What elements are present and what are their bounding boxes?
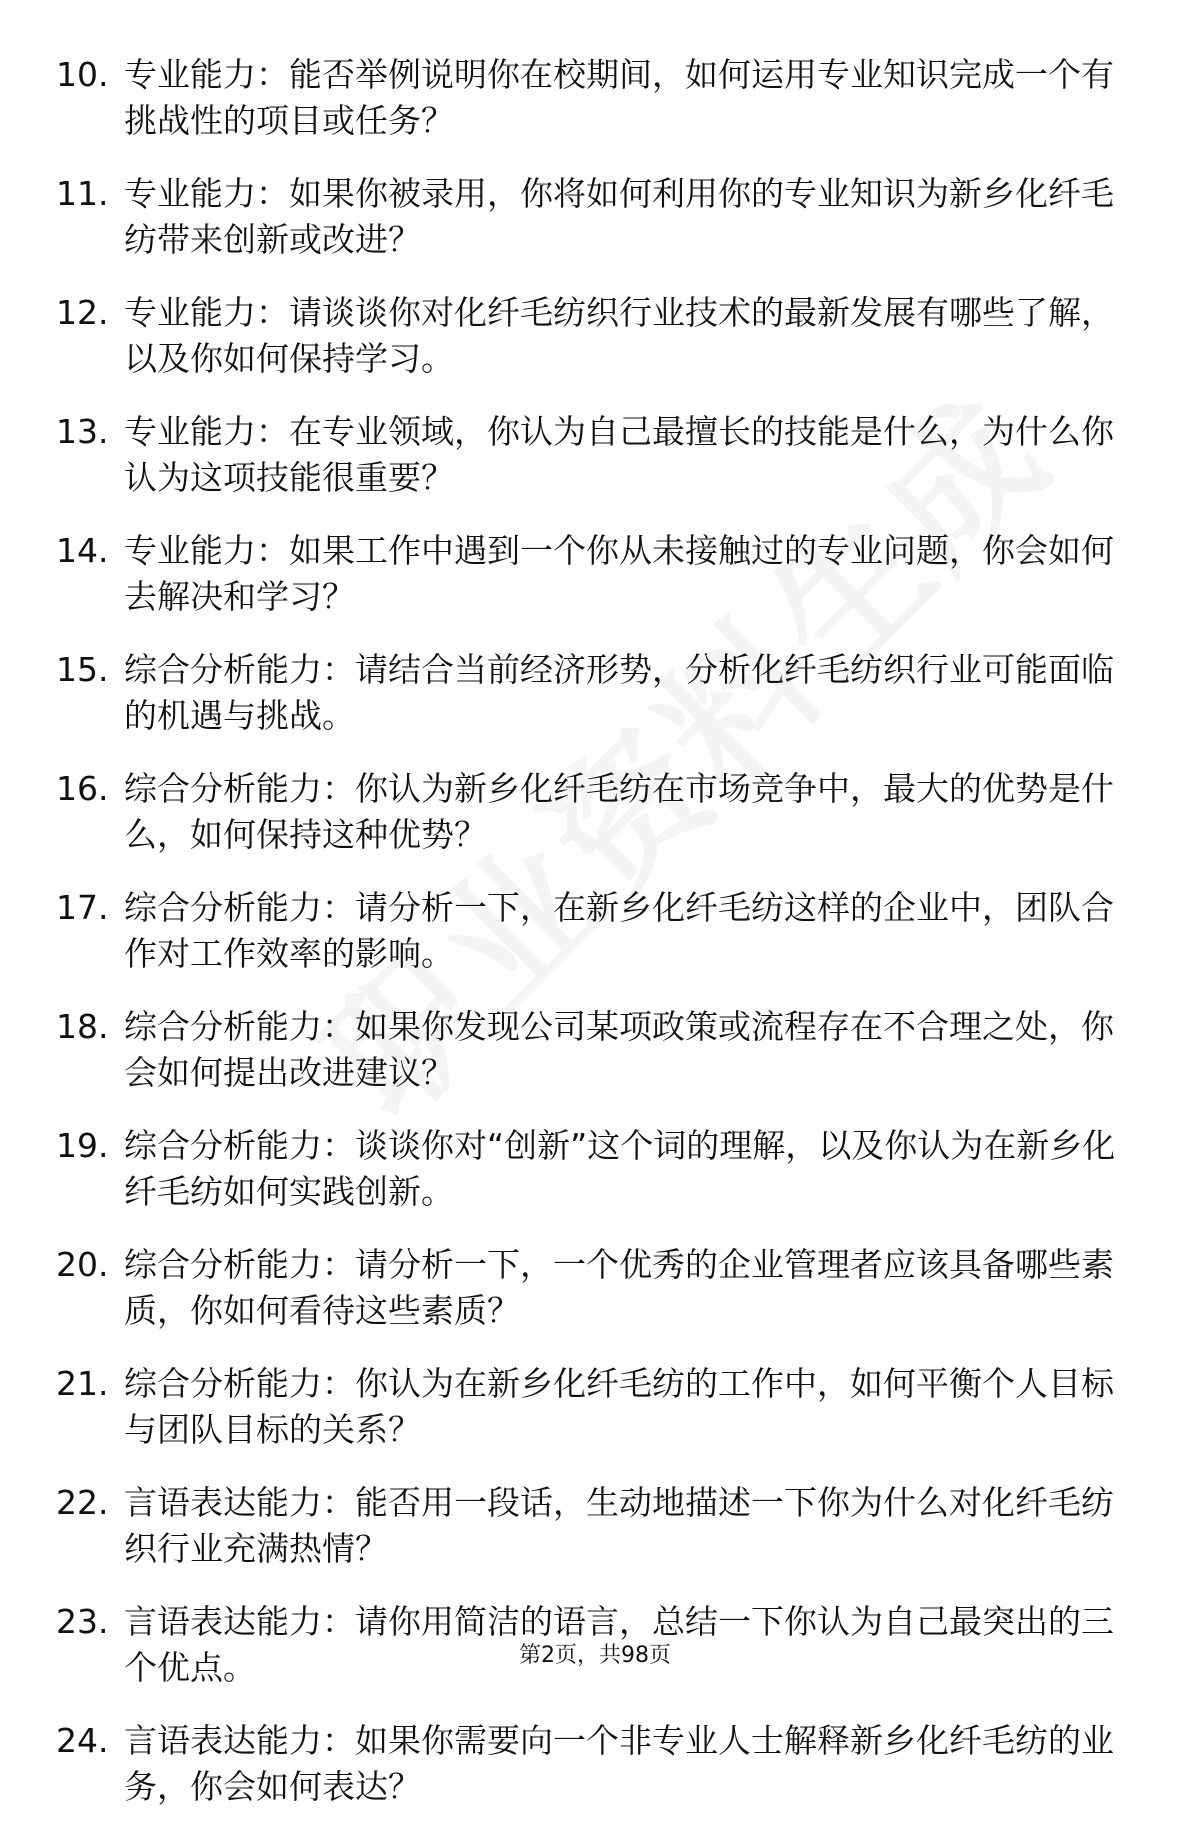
question-text: 综合分析能力：谈谈你对“创新”这个词的理解，以及你认为在新乡化纤毛纺如何实践创新。	[124, 1126, 1116, 1211]
question-item	[56, 1361, 1126, 1480]
question-number: 20.	[56, 1245, 109, 1284]
question-text: 言语表达能力：请你用简洁的语言，总结一下你认为自己最突出的三个优点。	[124, 1602, 1114, 1687]
question-item	[56, 766, 1126, 885]
question-text: 综合分析能力：请分析一下，在新乡化纤毛纺这样的企业中，团队合作对工作效率的影响。	[124, 888, 1114, 973]
question-item	[56, 647, 1126, 766]
question-text: 言语表达能力：如果你需要向一个非专业人士解释新乡化纤毛纺的业务，你会如何表达？	[124, 1721, 1114, 1806]
question-text: 综合分析能力：请分析一下，一个优秀的企业管理者应该具备哪些素质，你如何看待这些素质？	[124, 1245, 1114, 1330]
question-item	[56, 1718, 1126, 1837]
question-text: 专业能力：请谈谈你对化纤毛纺织行业技术的最新发展有哪些了解，以及你如何保持学习。	[124, 293, 1114, 378]
question-number: 17.	[56, 888, 109, 927]
question-text: 专业能力：如果你被录用，你将如何利用你的专业知识为新乡化纤毛纺带来创新或改进？	[124, 174, 1114, 259]
question-number: 24.	[56, 1721, 109, 1760]
question-number: 19.	[56, 1126, 109, 1165]
question-item	[56, 52, 1126, 171]
question-item	[56, 1004, 1126, 1123]
question-item	[56, 528, 1126, 647]
question-text: 综合分析能力：如果你发现公司某项政策或流程存在不合理之处，你会如何提出改进建议？	[124, 1007, 1114, 1092]
question-item	[56, 1123, 1126, 1242]
question-item	[56, 409, 1126, 528]
question-number: 16.	[56, 769, 109, 808]
question-number: 12.	[56, 293, 109, 332]
question-text: 综合分析能力：请结合当前经济形势，分析化纤毛纺织行业可能面临的机遇与挑战。	[124, 650, 1114, 735]
question-number: 11.	[56, 174, 109, 213]
question-item	[56, 290, 1126, 409]
question-number: 14.	[56, 531, 109, 570]
question-text: 综合分析能力：你认为新乡化纤毛纺在市场竞争中，最大的优势是什么，如何保持这种优势？	[124, 769, 1114, 854]
question-text: 言语表达能力：能否用一段话，生动地描述一下你为什么对化纤毛纺织行业充满热情？	[124, 1483, 1114, 1568]
question-item	[56, 1480, 1126, 1599]
question-number: 22.	[56, 1483, 109, 1522]
question-item	[56, 171, 1126, 290]
question-item	[56, 885, 1126, 1004]
question-text: 专业能力：在专业领域，你认为自己最擅长的技能是什么，为什么你认为这项技能很重要？	[124, 412, 1114, 497]
question-item	[56, 1242, 1126, 1361]
question-number: 23.	[56, 1602, 109, 1641]
question-text: 综合分析能力：你认为在新乡化纤毛纺的工作中，如何平衡个人目标与团队目标的关系？	[124, 1364, 1114, 1449]
question-number: 18.	[56, 1007, 109, 1046]
question-number: 15.	[56, 650, 109, 689]
question-text: 专业能力：能否举例说明你在校期间，如何运用专业知识完成一个有挑战性的项目或任务？	[124, 55, 1114, 140]
question-number: 10.	[56, 55, 109, 94]
question-text: 专业能力：如果工作中遇到一个你从未接触过的专业问题，你会如何去解决和学习？	[124, 531, 1114, 616]
page-footer: 第2页，共98页	[519, 1643, 671, 1668]
question-number: 21.	[56, 1364, 109, 1403]
question-number: 13.	[56, 412, 109, 451]
question-list	[56, 52, 1126, 1837]
